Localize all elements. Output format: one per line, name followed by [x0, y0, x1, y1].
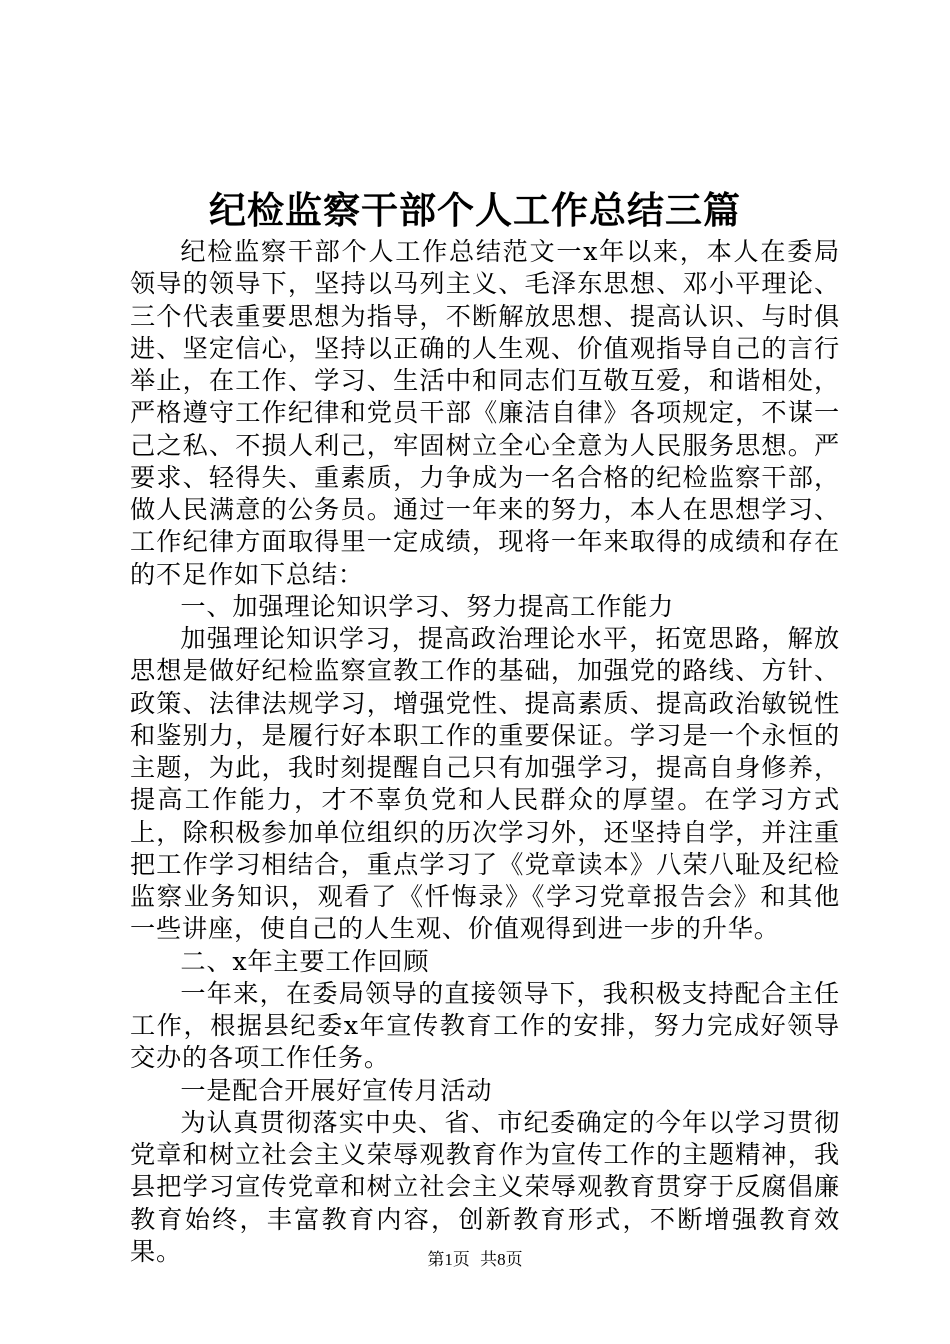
subsection-heading-1: 一是配合开展好宣传月活动 [180, 1075, 493, 1105]
page-total: 共8页 [480, 1250, 523, 1269]
section-heading-1: 一、加强理论知识学习、努力提高工作能力 [180, 591, 675, 621]
document-body [130, 236, 840, 1268]
document-title: 纪检监察干部个人工作总结三篇 [209, 188, 741, 232]
paragraph-study: 加强理论知识学习，提高政治理论水平，拓宽思路，解放思想是做好纪检监察宣教工作的基础，加强党的路线、方针、政策、法律法规学习，增强党性、提高素质、提高政治敏锐性和鉴别力，是履行好本职工作的重要保证。学习是一个永恒的主题，为此，我时刻提醒自己只有加强学习，提高自身修养，提高工作能力，才不辜负党和人民群众的厚望。在学习方式上，除积极参加单位组织的历次学习外，还坚持自学，并注重把工作学习相结合，重点学习了《党章读本》八荣八耻及纪检监察业务知识，观看了《忏悔录》《学习党章报告会》和其他一些讲座，使自己的人生观、价值观得到进一步的升华。 [130, 624, 840, 944]
section-heading-2: 二、x年主要工作回顾 [180, 946, 430, 976]
page-footer [0, 1245, 950, 1270]
page-number: 第1页 [427, 1250, 470, 1269]
paragraph-campaign: 为认真贯彻落实中央、省、市纪委确定的今年以学习贯彻党章和树立社会主义荣辱观教育作为宣传工作的主题精神，我县把学习宣传党章和树立社会主义荣辱观教育贯穿于反腐倡廉教育始终，丰富教育内容，创新教育形式，不断增强教育效果。 [130, 1107, 840, 1266]
paragraph-review: 一年来，在委局领导的直接领导下，我积极支持配合主任工作，根据县纪委x年宣传教育工作的安排，努力完成好领导交办的各项工作任务。 [130, 978, 840, 1073]
paragraph-intro: 纪检监察干部个人工作总结范文一x年以来，本人在委局领导的领导下，坚持以马列主义、毛泽东思想、邓小平理论、三个代表重要思想为指导，不断解放思想、提高认识、与时俱进、坚定信心，坚持以正确的人生观、价值观指导自己的言行举止，在工作、学习、生活中和同志们互敬互爱，和谐相处，严格遵守工作纪律和党员干部《廉洁自律》各项规定，不谋一己之私、不损人利己，牢固树立全心全意为人民服务思想。严要求、轻得失、重素质，力争成为一名合格的纪检监察干部，做人民满意的公务员。通过一年来的努力，本人在思想学习、工作纪律方面取得里一定成绩，现将一年来取得的成绩和存在的不足作如下总结： [130, 237, 840, 589]
